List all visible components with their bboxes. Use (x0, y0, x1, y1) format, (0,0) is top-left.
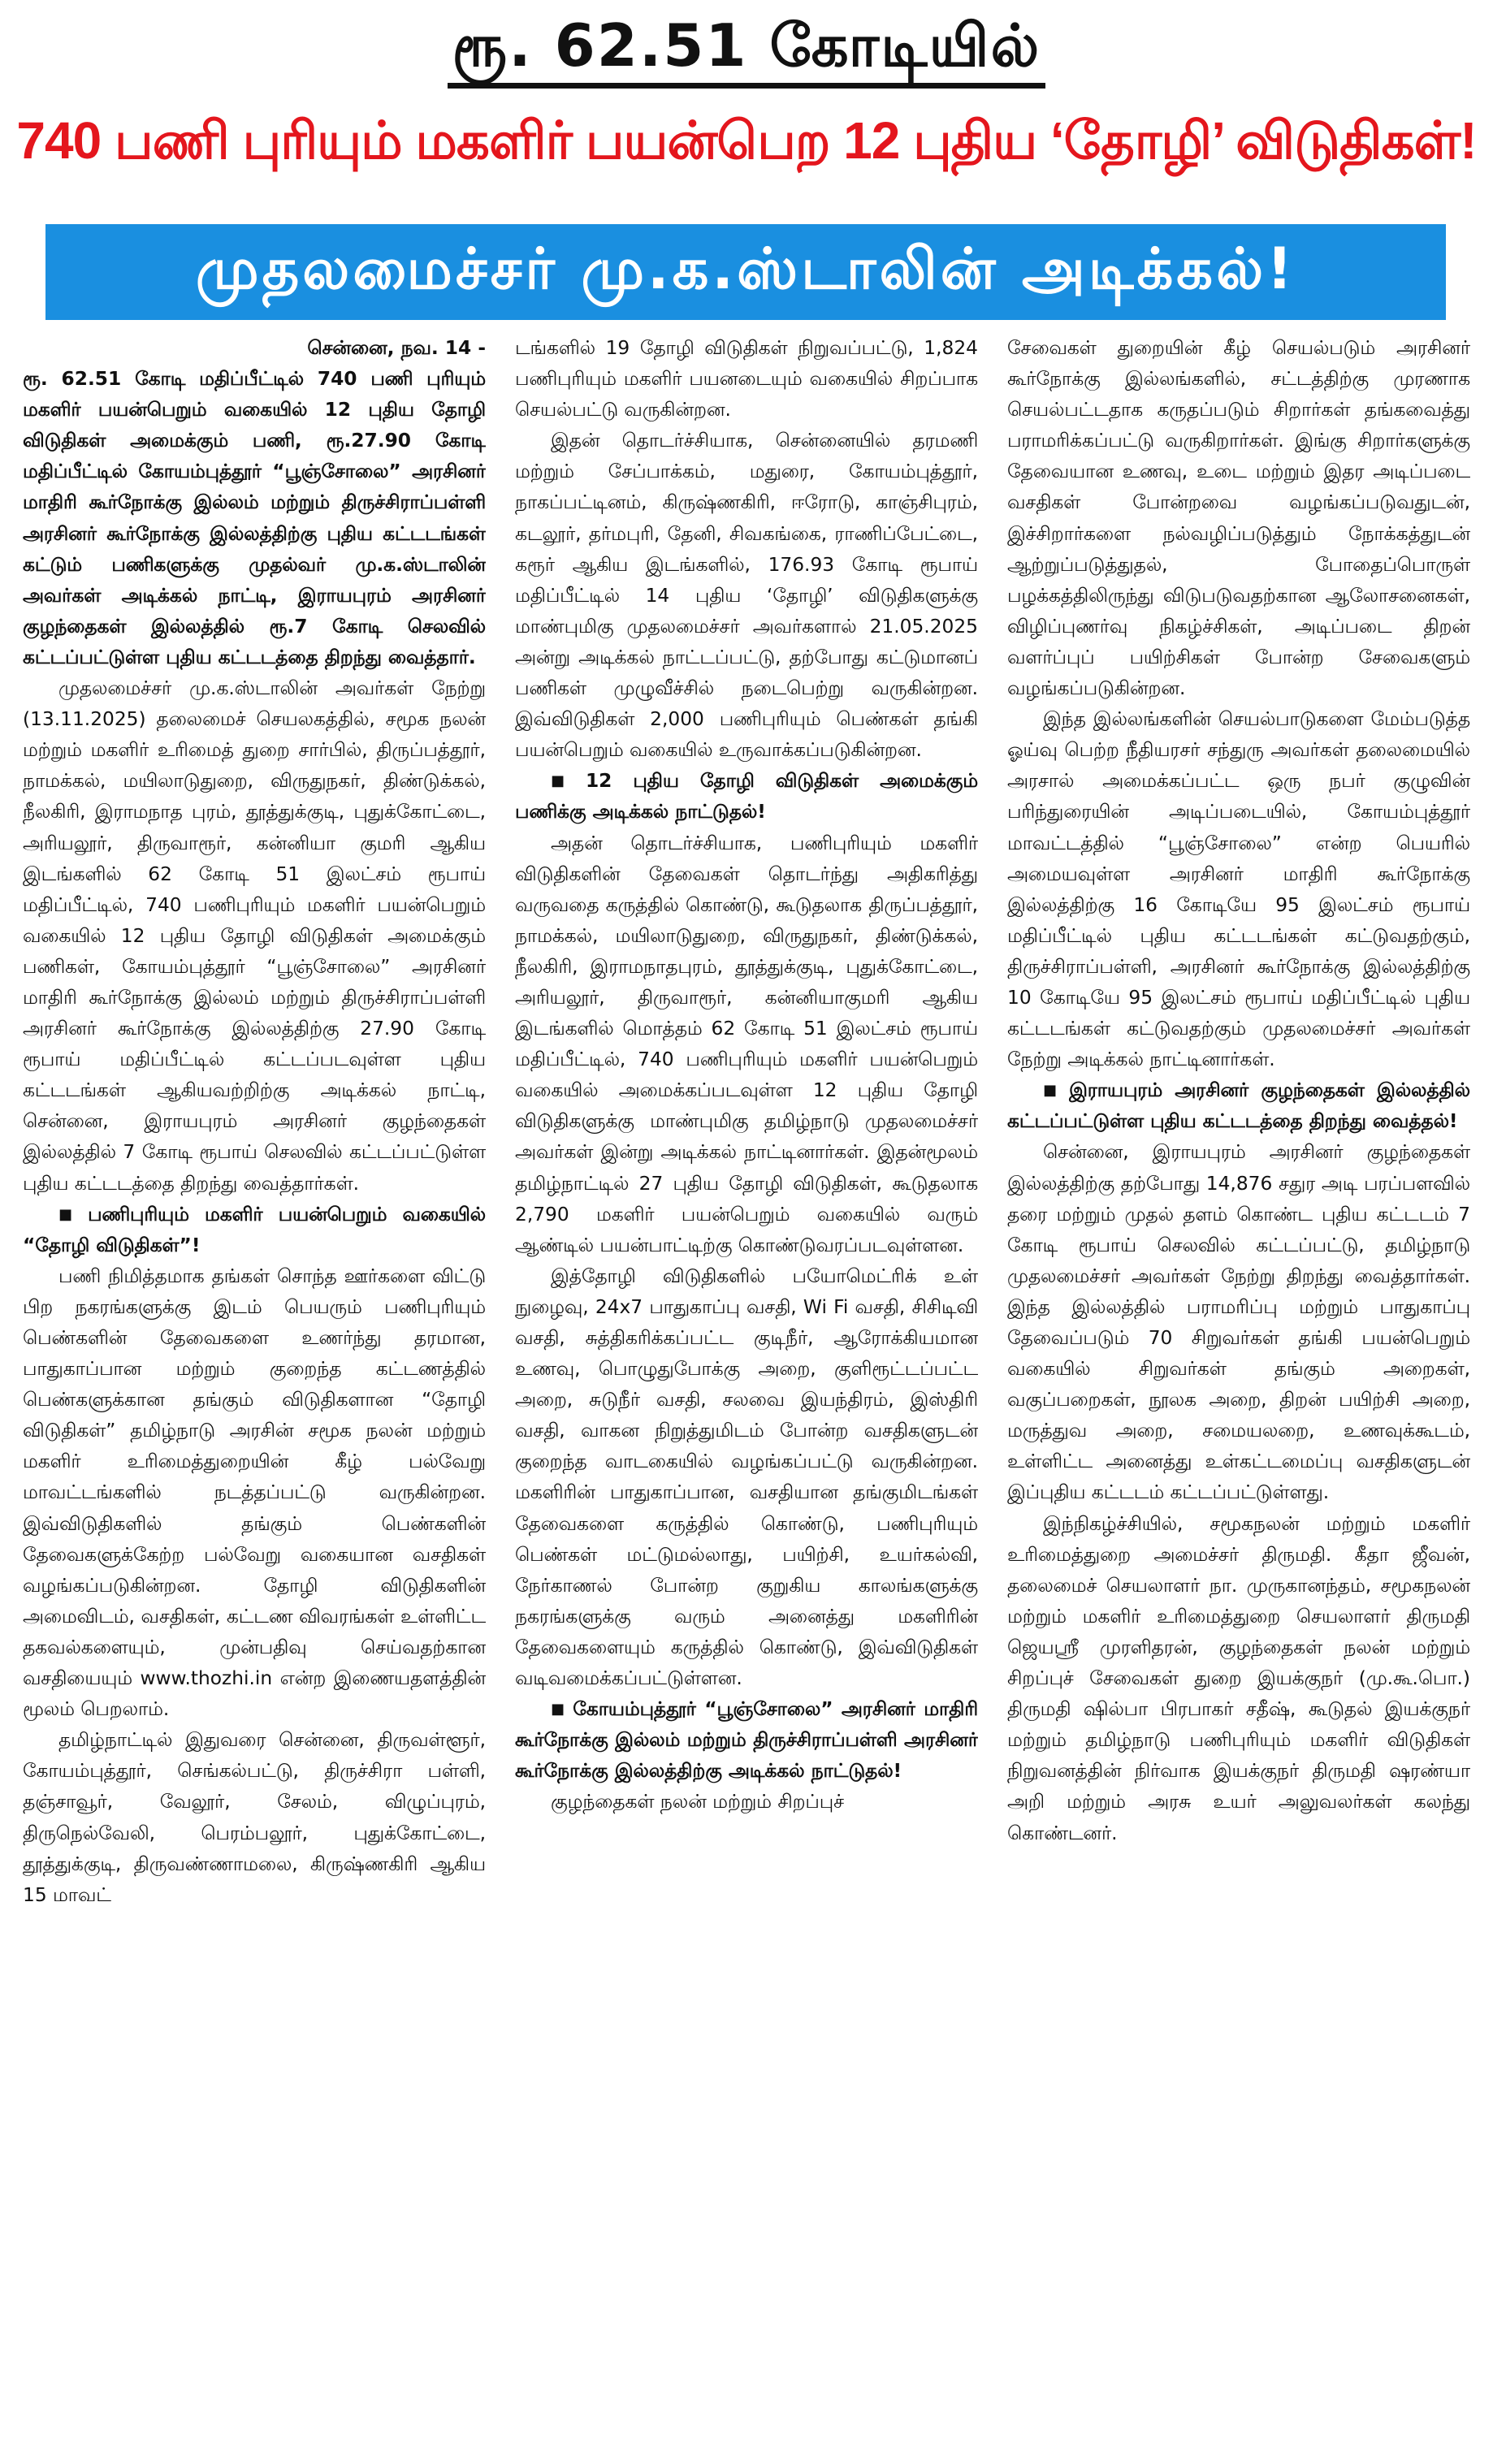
subheading: ■ கோயம்புத்தூர் “பூஞ்சோலை” அரசினர் மாதிரி கூர்நோக்கு இல்லம் மற்றும் திருச்சிராப்பள்ளி அரசினர் கூர்நோக்கு இல்லத்திற்கு அடிக்கல் நாட்டுதல்! (515, 1694, 978, 1787)
paragraph: டங்களில் 19 தோழி விடுதிகள் நிறுவப்பட்டு, 1,824 பணிபுரியும் மகளிர் பயனடையும் வகையில் சிறப்பாக செயல்பட்டு வருகின்றன. (515, 337, 978, 421)
paragraph: தமிழ்நாட்டில் இதுவரை சென்னை, திருவள்ளூர், கோயம்புத்தூர், செங்கல்பட்டு, திருச்சிரா பள்ளி, தஞ்சாவூர், வேலூர், சேலம், விழுப்புரம், திருநெல்வேலி, பெரம்பலூர், புதுக்கோட்டை, தூத்துக்குடி, திருவண்ணாமலை, கிருஷ்ணகிரி ஆகிய 15 மாவட் (23, 1729, 486, 1906)
column-1 (23, 333, 486, 2453)
paragraph: அதன் தொடர்ச்சியாக, பணிபுரியும் மகளிர் விடுதிகளின் தேவைகள் தொடர்ந்து அதிகரித்து வருவதை கருத்தில் கொண்டு, கூடுதலாக திருப்பத்தூர், நாமக்கல், மயிலாடுதுறை, விருதுநகர், திண்டுக்கல், நீலகிரி, இராமநாதபுரம், தூத்துக்குடி, புதுக்கோட்டை, அரியலூர், திருவாரூர், கன்னியாகுமரி ஆகிய இடங்களில் மொத்தம் 62 கோடி 51 இலட்சம் ரூபாய் மதிப்பீட்டில், 740 பணிபுரியும் மகளிர் பயன்பெறும் வகையில் அமைக்கப்படவுள்ள 12 புதிய தோழி விடுதிகளுக்கு மாண்புமிகு தமிழ்நாடு முதலமைச்சர் அவர்கள் இன்று அடிக்கல் நாட்டினார்கள். இதன்மூலம் தமிழ்நாட்டில் 27 புதிய தோழி விடுதிகள், கூடுதலாக 2,790 மகளிர் பயன்பெறும் வகையில் வரும் ஆண்டில் பயன்பாட்டிற்கு கொண்டுவரப்படவுள்ளன. (515, 832, 978, 1256)
paragraph: குழந்தைகள் நலன் மற்றும் சிறப்புச் (551, 1791, 844, 1813)
paragraph: இதன் தொடர்ச்சியாக, சென்னையில் தரமணி மற்றும் சேப்பாக்கம், மதுரை, கோயம்புத்தூர், நாகப்பட்டினம், கிருஷ்ணகிரி, ஈரோடு, காஞ்சிபுரம், கடலூர், தர்மபுரி, தேனி, சிவகங்கை, ராணிப்பேட்டை, கரூர் ஆகிய இடங்களில், 176.93 கோடி ரூபாய் மதிப்பீட்டில் 14 புதிய ‘தோழி’ விடுதிகளுக்கு மாண்புமிகு முதலமைச்சர் அவர்களால் 21.05.2025 அன்று அடிக்கல் நாட்டப்பட்டு, தற்போது கட்டுமானப் பணிகள் முழுவீச்சில் நடைபெற்று வருகின்றன. இவ்விடுதிகள் 2,000 பணிபுரியும் பெண்கள் தங்கி பயன்பெறும் வகையில் உருவாக்கப்படுகின்றன. (515, 430, 978, 762)
paragraph: முதலமைச்சர் மு.க.ஸ்டாலின் அவர்கள் நேற்று (13.11.2025) தலைமைச் செயலகத்தில், சமூக நலன் மற்றும் மகளிர் உரிமைத் துறை சார்பில், திருப்பத்தூர், நாமக்கல், மயிலாடுதுறை, விருதுநகர், திண்டுக்கல், நீலகிரி, இராமநாத புரம், தூத்துக்குடி, புதுக்கோட்டை, அரியலூர், திருவாரூர், கன்னியா குமரி ஆகிய இடங்களில் 62 கோடி 51 இலட்சம் ரூபாய் மதிப்பீட்டில், 740 பணிபுரியும் மகளிர் பயன்பெறும் வகையில் 12 புதிய தோழி விடுதிகள் அமைக்கும் பணிகள், கோயம்புத்தூர் “பூஞ்சோலை” அரசினர் மாதிரி கூர்நோக்கு இல்லம் மற்றும் திருச்சிராப்பள்ளி அரசினர் கூர்நோக்கு இல்லத்திற்கு 27.90 கோடி ரூபாய் மதிப்பீட்டில் கட்டப்படவுள்ள புதிய கட்டடங்கள் ஆகியவற்றிற்கு அடிக்கல் நாட்டி, சென்னை, இராயபுரம் அரசினர் குழந்தைகள் இல்லத்தில் 7 கோடி ரூபாய் செலவில் கட்டப்பட்டுள்ள புதிய கட்டடத்தை திறந்து வைத்தார்கள். (23, 677, 486, 1195)
banner (45, 224, 1446, 320)
column-2 (515, 333, 978, 2453)
subheading: ■ 12 புதிய தோழி விடுதிகள் அமைக்கும் பணிக்கு அடிக்கல் நாட்டுதல்! (515, 766, 978, 828)
intro-paragraph: ரூ. 62.51 கோடி மதிப்பீட்டில் 740 பணி புரியும் மகளிர் பயன்பெறும் வகையில் 12 புதிய தோழி விடுதிகள் அமைக்கும் பணி, ரூ.27.90 கோடி மதிப்பீட்டில் கோயம்புத்தூர் “பூஞ்சோலை” அரசினர் மாதிரி கூர்நோக்கு இல்லம் மற்றும் திருச்சிராப்பள்ளி அரசினர் கூர்நோக்கு இல்லத்திற்கு புதிய கட்டடங்கள் கட்டும் பணிகளுக்கு முதல்வர் மு.க.ஸ்டாலின் அவர்கள் அடிக்கல் நாட்டி, இராயபுரம் அரசினர் குழந்தைகள் இல்லத்தில் ரூ.7 கோடி செலவில் கட்டப்பட்டுள்ள புதிய கட்டடத்தை திறந்து வைத்தார். (23, 368, 486, 668)
banner-text: முதலமைச்சர் மு.க.ஸ்டாலின் அடிக்கல்! (195, 235, 1296, 302)
paragraph: இந்த இல்லங்களின் செயல்பாடுகளை மேம்படுத்த ஓய்வு பெற்ற நீதியரசர் சந்துரு அவர்கள் தலைமையில் அரசால் அமைக்கப்பட்ட ஒரு நபர் குழுவின் பரிந்துரையின் அடிப்படையில், கோயம்புத்தூர் மாவட்டத்தில் “பூஞ்சோலை” என்ற பெயரில் அமையவுள்ள அரசினர் மாதிரி கூர்நோக்கு இல்லத்திற்கு 16 கோடியே 95 இலட்சம் ரூபாய் மதிப்பீட்டில் புதிய கட்டடங்கள் கட்டுவதற்கும், திருச்சிராப்பள்ளி, அரசினர் கூர்நோக்கு இல்லத்திற்கு 10 கோடியே 95 இலட்சம் ரூபாய் மதிப்பீட்டில் புதிய கட்டடங்கள் கட்டுவதற்கும் முதலமைச்சர் அவர்கள் நேற்று அடிக்கல் நாட்டினார்கள். (1007, 708, 1470, 1071)
kicker: ரூ. 62.51 கோடியில் (448, 10, 1045, 89)
column-3 (1007, 333, 1470, 2453)
subheading: ■ பணிபுரியும் மகளிர் பயன்பெறும் வகையில் “தோழி விடுதிகள்”! (23, 1200, 486, 1261)
article-body (23, 333, 1470, 2453)
paragraph: பணி நிமித்தமாக தங்கள் சொந்த ஊர்களை விட்டு பிற நகரங்களுக்கு இடம் பெயரும் பணிபுரியும் பெண்களின் தேவைகளை உணர்ந்து தரமான, பாதுகாப்பான மற்றும் குறைந்த கட்டணத்தில் பெண்களுக்கான தங்கும் விடுதிகளான “தோழி விடுதிகள்” தமிழ்நாடு அரசின் சமூக நலன் மற்றும் மகளிர் உரிமைத்துறையின் கீழ் பல்வேறு மாவட்டங்களில் நடத்தப்பட்டு வருகின்றன. இவ்விடுதிகளில் தங்கும் பெண்களின் தேவைகளுக்கேற்ற பல்வேறு வகையான வசதிகள் வழங்கப்படுகின்றன. தோழி விடுதிகளின் அமைவிடம், வசதிகள், கட்டண விவரங்கள் உள்ளிட்ட தகவல்களையும், முன்பதிவு செய்வதற்கான வசதியையும் www.thozhi.in என்ற இணையதளத்தின் மூலம் பெறலாம். (23, 1264, 486, 1721)
dateline: சென்னை, நவ. 14 - (307, 337, 486, 359)
paragraph: இந்நிகழ்ச்சியில், சமூகநலன் மற்றும் மகளிர் உரிமைத்துறை அமைச்சர் திருமதி. கீதா ஜீவன், தலைமைச் செயலாளர் நா. முருகானந்தம், சமூகநலன் மற்றும் மகளிர் உரிமைத்துறை செயலாளர் திருமதி ஜெயஸ்ரீ முரளிதரன், குழந்தைகள் நலன் மற்றும் சிறப்புச் சேவைகள் துறை இயக்குநர் (மு.கூ.பொ.) திருமதி ஷில்பா பிரபாகர் சதீஷ், கூடுதல் இயக்குநர் மற்றும் தமிழ்நாடு பணிபுரியும் மகளிர் விடுதிகள் நிறுவனத்தின் நிர்வாக இயக்குநர் திருமதி ஷரண்யா அறி மற்றும் அரசு உயர் அலுவலர்கள் கலந்து கொண்டனர். (1007, 1512, 1470, 1844)
paragraph: சென்னை, இராயபுரம் அரசினர் குழந்தைகள் இல்லத்திற்கு தற்போது 14,876 சதுர அடி பரப்பளவில் தரை மற்றும் முதல் தளம் கொண்ட புதிய கட்டடம் 7 கோடி ரூபாய் செலவில் கட்டப்பட்டு, தமிழ்நாடு முதலமைச்சர் அவர்கள் நேற்று திறந்து வைத்தார்கள். இந்த இல்லத்தில் பராமரிப்பு மற்றும் பாதுகாப்பு தேவைப்படும் 70 சிறுவர்கள் தங்கி பயன்பெறும் வகையில் சிறுவர்கள் தங்கும் அறைகள், வகுப்பறைகள், நூலக அறை, திறன் பயிற்சி அறை, மருத்துவ அறை, சமையலறை, உணவுக்கூடம், உள்ளிட்ட அனைத்து உள்கட்டமைப்பு வசதிகளுடன் இப்புதிய கட்டடம் கட்டப்பட்டுள்ளது. (1007, 1141, 1470, 1504)
headline: 740 பணி புரியும் மகளிர் பயன்பெற 12 புதிய ‘தோழி’ விடுதிகள்! (16, 111, 1477, 170)
subheading: ■ இராயபுரம் அரசினர் குழந்தைகள் இல்லத்தில் கட்டப்பட்டுள்ள புதிய கட்டடத்தை திறந்து வைத்தல்! (1007, 1075, 1470, 1137)
paragraph: சேவைகள் துறையின் கீழ் செயல்படும் அரசினர் கூர்நோக்கு இல்லங்களில், சட்டத்திற்கு முரணாக செயல்பட்டதாக கருதப்படும் சிறார்கள் தங்கவைத்து பராமரிக்கப்பட்டு வருகிறார்கள். இங்கு சிறார்களுக்கு தேவையான உணவு, உடை மற்றும் இதர அடிப்படை வசதிகள் போன்றவை வழங்கப்படுவதுடன், இச்சிறார்களை நல்வழிப்படுத்தும் நோக்கத்துடன் ஆற்றுப்படுத்துதல், போதைப்பொருள் பழக்கத்திலிருந்து விடுபடுவதற்கான ஆலோசனைகள், விழிப்புணர்வு நிகழ்ச்சிகள், அடிப்படை திறன் வளர்ப்புப் பயிற்சிகள் போன்ற சேவைகளும் வழங்கப்படுகின்றன. (1007, 337, 1470, 700)
paragraph: இத்தோழி விடுதிகளில் பயோமெட்ரிக் உள் நுழைவு, 24x7 பாதுகாப்பு வசதி, Wi Fi வசதி, சிசிடிவி வசதி, சுத்திகரிக்கப்பட்ட குடிநீர், ஆரோக்கியமான உணவு, பொழுதுபோக்கு அறை, குளிரூட்டப்பட்ட அறை, சுடுநீர் வசதி, சலவை இயந்திரம், இஸ்திரி வசதி, வாகன நிறுத்துமிடம் போன்ற வசதிகளுடன் குறைந்த வாடகையில் வழங்கப்பட்டு வருகின்றன. மகளிரின் பாதுகாப்பான, வசதியான தங்குமிடங்கள் தேவைகளை கருத்தில் கொண்டு, பணிபுரியும் பெண்கள் மட்டுமல்லாது, பயிற்சி, உயர்கல்வி, நேர்காணல் போன்ற குறுகிய காலங்களுக்கு நகரங்களுக்கு வரும் அனைத்து மகளிரின் தேவைகளையும் கருத்தில் கொண்டு, இவ்விடுதிகள் வடிவமைக்கப்பட்டுள்ளன. (515, 1264, 978, 1690)
kicker-wrap (0, 10, 1493, 89)
